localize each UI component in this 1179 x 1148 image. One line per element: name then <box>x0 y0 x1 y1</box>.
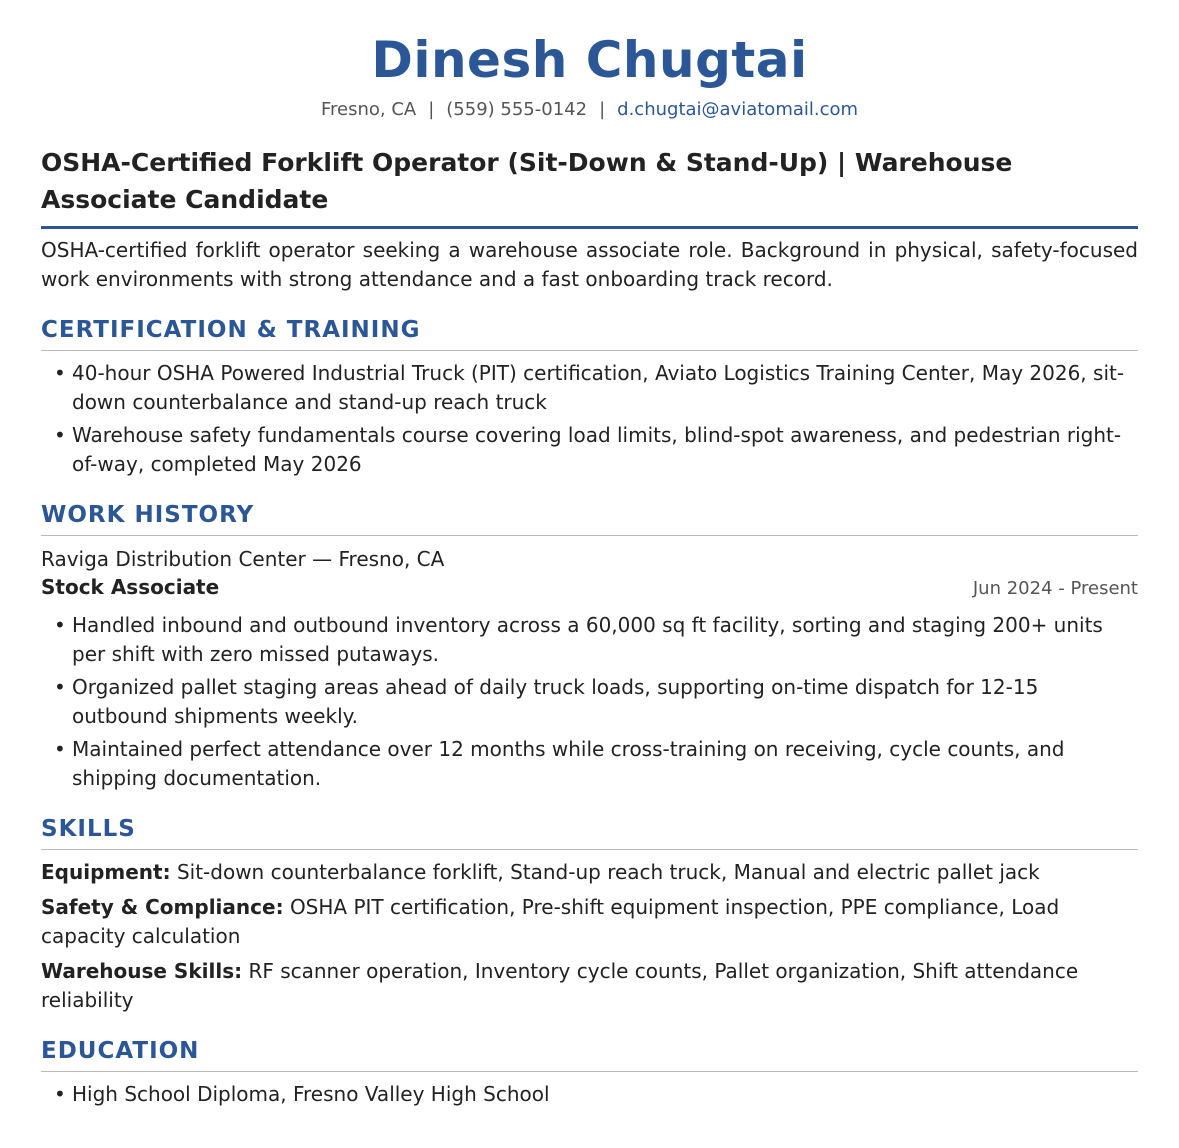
list-item: • Warehouse safety fundamentals course covering load limits, blind-spot awareness, and pedestrian right-of-way, completed May 2026 <box>41 421 1138 479</box>
skill-text: Sit-down counterbalance forklift, Stand-up reach truck, Manual and electric pallet jack <box>176 860 1040 884</box>
summary: OSHA-certified forklift operator seeking a warehouse associate role. Background in physical, safety-focused work environments with strong attendance and a fast onboarding track record. <box>41 238 1138 291</box>
list-item: • Maintained perfect attendance over 12 months while cross-training on receiving, cycle counts, and shipping documentation. <box>41 735 1138 793</box>
job-dates: Jun 2024 - Present <box>972 578 1138 599</box>
section-title-certification: CERTIFICATION & TRAINING <box>41 316 1138 351</box>
section-title-work-history: WORK HISTORY <box>41 501 1138 536</box>
education-list <box>41 1080 1138 1109</box>
headline: OSHA-Certified Forklift Operator (Sit-Down & Stand-Up) | Warehouse Associate Candidate <box>41 144 1138 229</box>
role-row <box>41 573 1138 603</box>
location: Fresno, CA <box>320 99 417 120</box>
section-title-education: EDUCATION <box>41 1037 1138 1072</box>
skill-label: Equipment: <box>41 860 171 884</box>
skill-text: OSHA PIT certification, Pre-shift equipment inspection, PPE compliance, Load capacity calculation <box>41 895 1060 948</box>
skill-group <box>41 893 1138 951</box>
skill-group <box>41 957 1138 1015</box>
skill-label: Safety & Compliance: <box>41 895 284 919</box>
list-item: • Organized pallet staging areas ahead of daily truck loads, supporting on-time dispatch for 12-15 outbound shipments weekly. <box>41 673 1138 731</box>
separator: | <box>599 99 606 120</box>
skill-label: Warehouse Skills: <box>41 959 243 983</box>
skill-text: RF scanner operation, Inventory cycle counts, Pallet organization, Shift attendance reliability <box>41 959 1079 1012</box>
skill-group <box>41 858 1138 887</box>
email-link[interactable]: d.chugtai@aviatomail.com <box>617 99 859 120</box>
job-title: Stock Associate <box>41 575 220 599</box>
skills-block <box>41 858 1138 1015</box>
employer: Raviga Distribution Center — Fresno, CA <box>41 547 445 571</box>
certification-list <box>41 359 1138 479</box>
candidate-name: Dinesh Chugtai <box>371 31 808 89</box>
list-item: • High School Diploma, Fresno Valley High School <box>41 1080 1138 1109</box>
separator: | <box>428 99 435 120</box>
work-list <box>41 611 1138 793</box>
section-title-skills: SKILLS <box>41 815 1138 850</box>
phone: (559) 555-0142 <box>446 99 588 120</box>
contact-line <box>41 98 1138 122</box>
list-item: • Handled inbound and outbound inventory across a 60,000 sq ft facility, sorting and staging 200+ units per shift with zero missed putaways. <box>41 611 1138 669</box>
list-item: • 40-hour OSHA Powered Industrial Truck (PIT) certification, Aviato Logistics Training Center, May 2026, sit-down counterbalance and stand-up reach truck <box>41 359 1138 417</box>
